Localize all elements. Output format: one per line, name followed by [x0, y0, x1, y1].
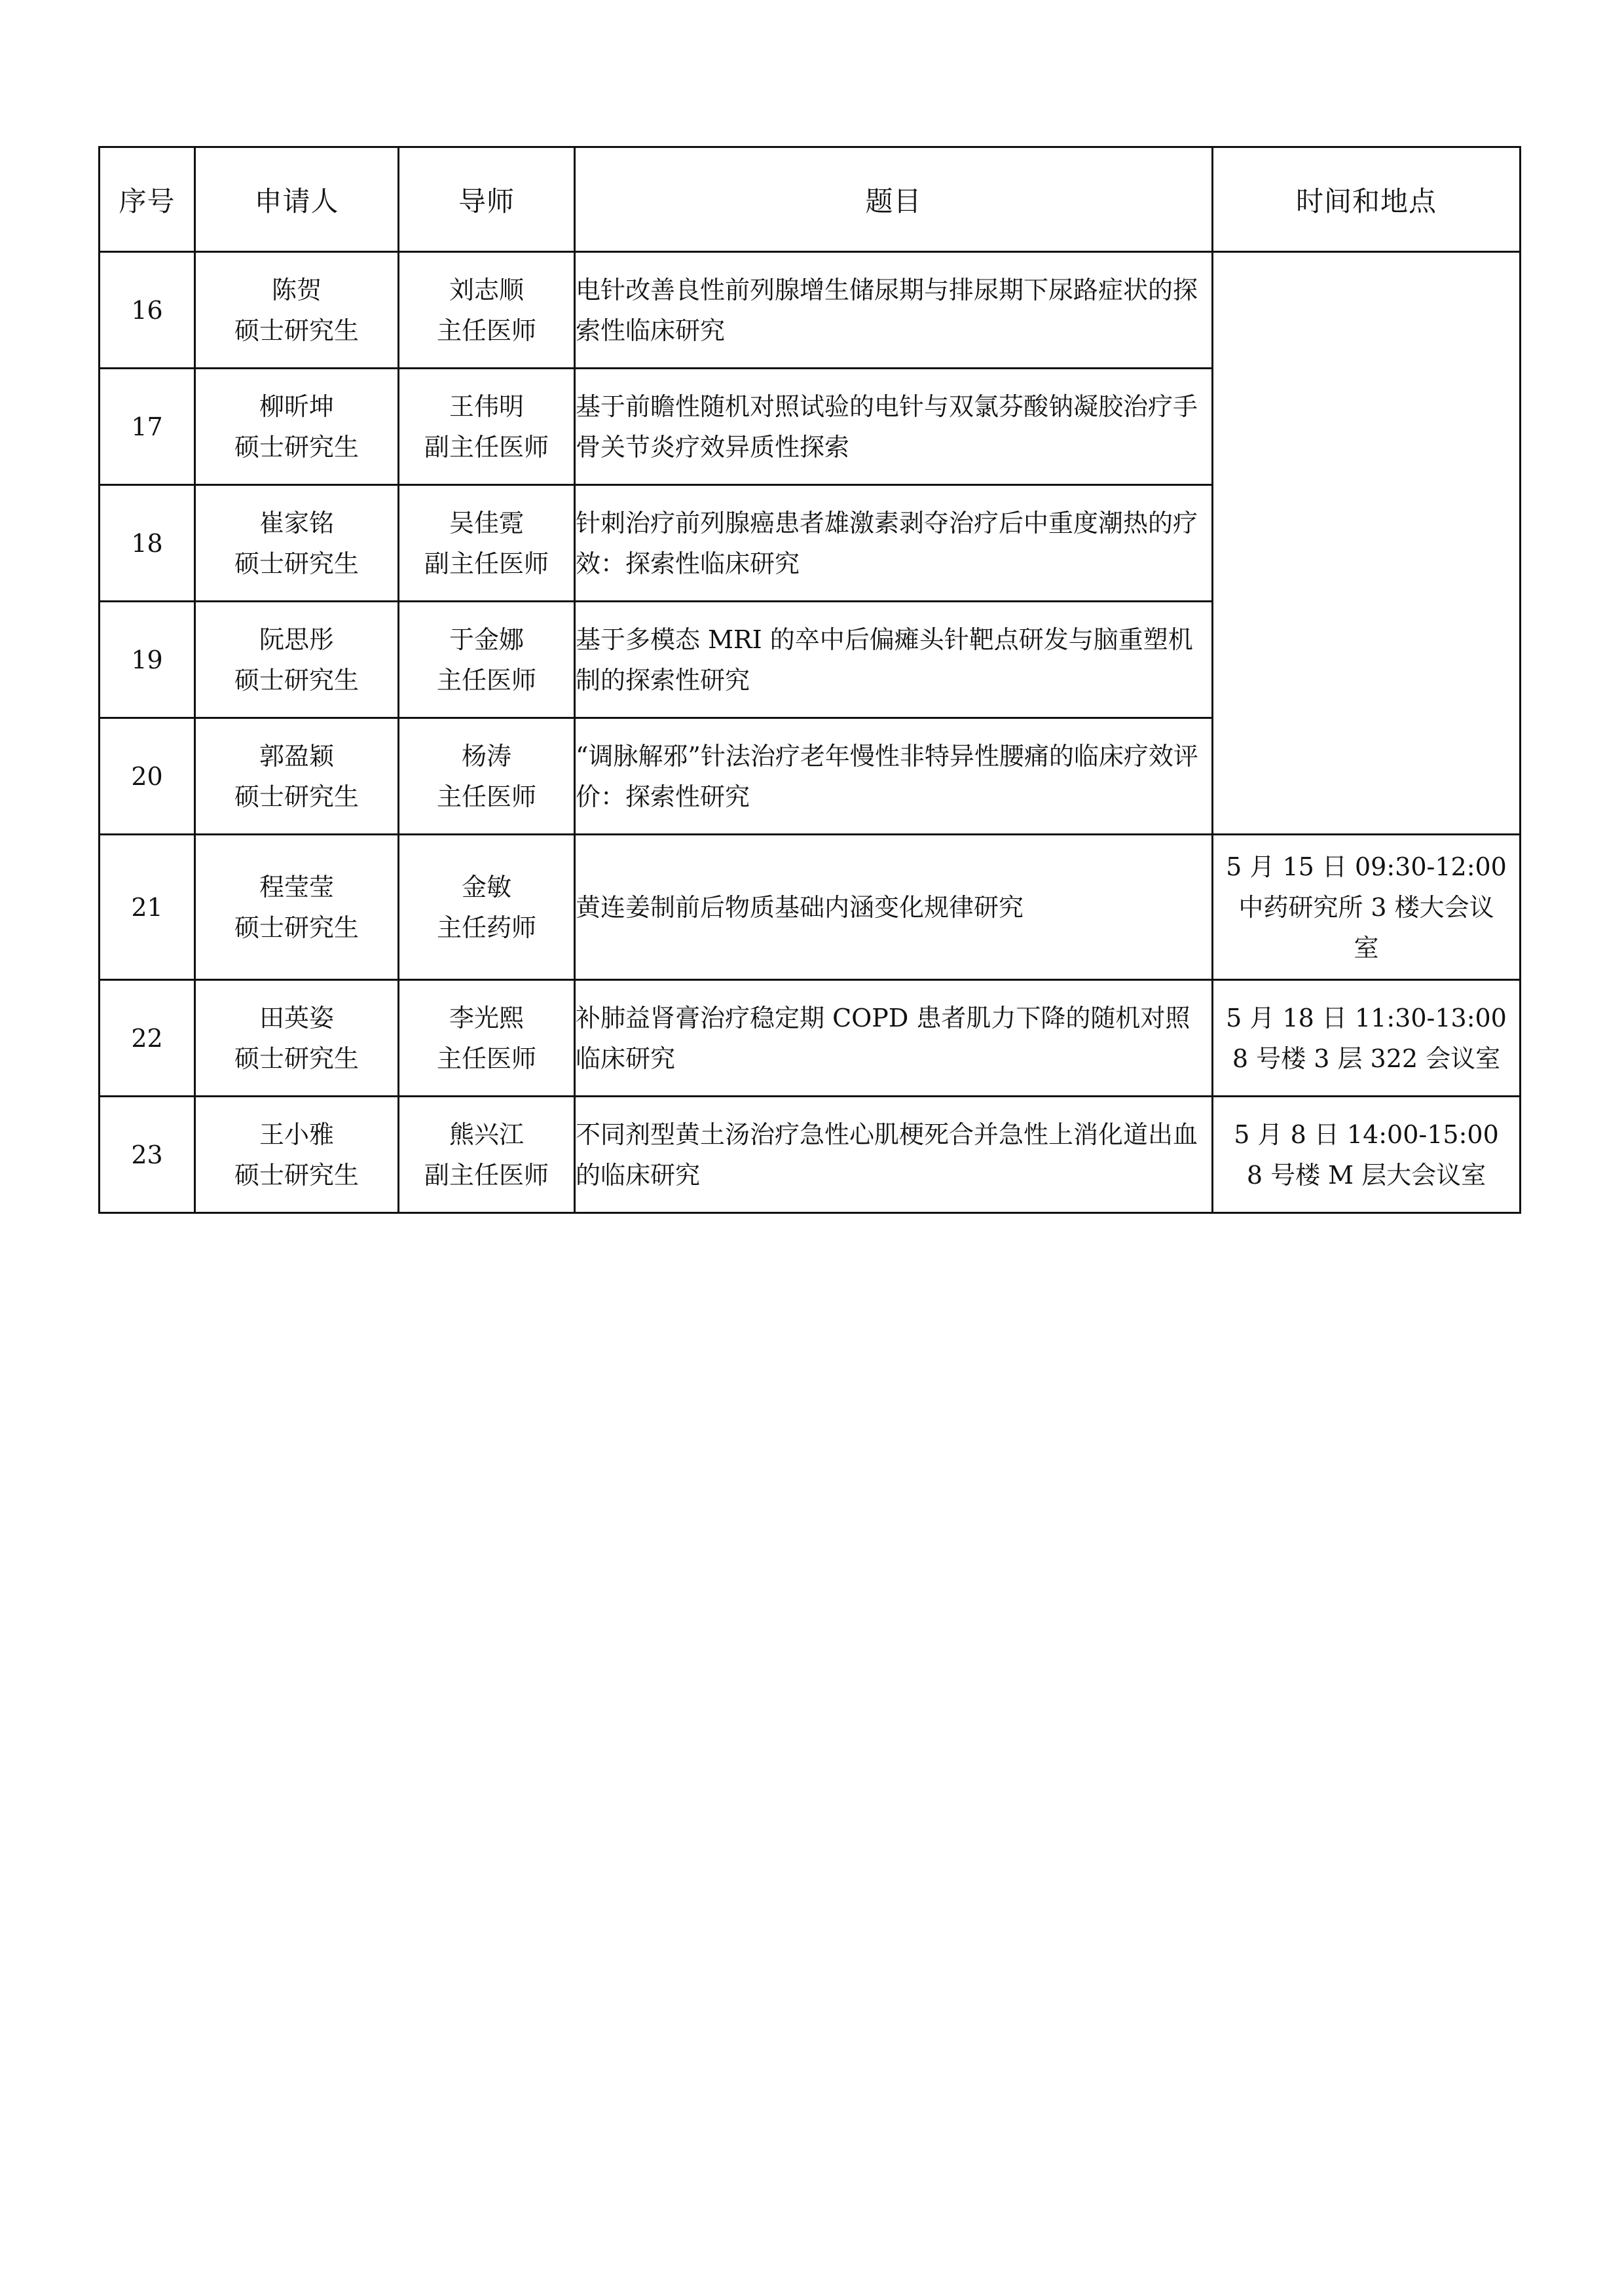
- applicant-name: 王小雅: [259, 1120, 334, 1149]
- applicant-cell: [195, 718, 399, 835]
- row-index: 22: [100, 980, 195, 1097]
- topic-cell: “调脉解邪”针法治疗老年慢性非特异性腰痛的临床疗效评价：探索性研究: [575, 718, 1213, 835]
- supervisor-title: 副主任医师: [424, 549, 549, 578]
- column-header-supervisor: 导师: [399, 147, 575, 252]
- supervisor-title: 主任医师: [436, 665, 536, 695]
- applicant-role: 硕士研究生: [234, 913, 359, 942]
- supervisor-name: 王伟明: [449, 392, 524, 421]
- time-place-line: 5 月 18 日 11:30-13:00: [1226, 1003, 1507, 1032]
- time-place-line: 8 号楼 3 层 322 会议室: [1232, 1044, 1501, 1073]
- applicant-role: 硕士研究生: [234, 549, 359, 578]
- supervisor-name: 杨涛: [461, 741, 511, 771]
- applicant-name: 阮思彤: [259, 625, 334, 654]
- applicant-name: 崔家铭: [259, 508, 334, 538]
- supervisor-name: 吴佳霓: [449, 508, 524, 538]
- topic-cell: 基于多模态 MRI 的卒中后偏瘫头针靶点研发与脑重塑机制的探索性研究: [575, 602, 1213, 718]
- supervisor-cell: [399, 369, 575, 485]
- table-row: [100, 980, 1521, 1097]
- applicant-cell: [195, 369, 399, 485]
- column-header-index: 序号: [100, 147, 195, 252]
- row-index: 23: [100, 1097, 195, 1213]
- topic-cell: 基于前瞻性随机对照试验的电针与双氯芬酸钠凝胶治疗手骨关节炎疗效异质性探索: [575, 369, 1213, 485]
- applicant-cell: [195, 980, 399, 1097]
- supervisor-name: 金敏: [461, 872, 511, 902]
- supervisor-name: 于金娜: [449, 625, 524, 654]
- supervisor-cell: [399, 602, 575, 718]
- applicant-cell: [195, 835, 399, 980]
- supervisor-title: 主任医师: [436, 1044, 536, 1073]
- time-place-line: 中药研究所 3 楼大会议: [1238, 892, 1494, 922]
- column-header-topic: 题目: [575, 147, 1213, 252]
- supervisor-cell: [399, 485, 575, 602]
- topic-cell: 补肺益肾膏治疗稳定期 COPD 患者肌力下降的随机对照临床研究: [575, 980, 1213, 1097]
- applicant-cell: [195, 1097, 399, 1213]
- supervisor-title: 副主任医师: [424, 1160, 549, 1190]
- supervisor-cell: [399, 980, 575, 1097]
- row-index: 17: [100, 369, 195, 485]
- time-place-cell: [1213, 980, 1521, 1097]
- topic-cell: 电针改善良性前列腺增生储尿期与排尿期下尿路症状的探索性临床研究: [575, 252, 1213, 369]
- applicant-cell: [195, 252, 399, 369]
- applicant-role: 硕士研究生: [234, 665, 359, 695]
- row-index: 16: [100, 252, 195, 369]
- row-index: 19: [100, 602, 195, 718]
- column-header-time-place: 时间和地点: [1213, 147, 1521, 252]
- defense-schedule-table: [98, 146, 1521, 1214]
- topic-cell: 黄连姜制前后物质基础内涵变化规律研究: [575, 835, 1213, 980]
- applicant-name: 郭盈颖: [259, 741, 334, 771]
- topic-cell: 针刺治疗前列腺癌患者雄激素剥夺治疗后中重度潮热的疗效：探索性临床研究: [575, 485, 1213, 602]
- row-index: 18: [100, 485, 195, 602]
- supervisor-name: 熊兴江: [449, 1120, 524, 1149]
- applicant-role: 硕士研究生: [234, 1044, 359, 1073]
- table-row: [100, 1097, 1521, 1213]
- applicant-cell: [195, 485, 399, 602]
- applicant-role: 硕士研究生: [234, 432, 359, 462]
- supervisor-title: 主任医师: [436, 316, 536, 345]
- supervisor-name: 刘志顺: [449, 275, 524, 304]
- applicant-name: 柳昕坤: [259, 392, 334, 421]
- supervisor-title: 副主任医师: [424, 432, 549, 462]
- supervisor-title: 主任药师: [436, 913, 536, 942]
- time-place-line: 8 号楼 M 层大会议室: [1246, 1160, 1486, 1190]
- supervisor-cell: [399, 1097, 575, 1213]
- row-index: 20: [100, 718, 195, 835]
- row-index: 21: [100, 835, 195, 980]
- supervisor-cell: [399, 835, 575, 980]
- time-place-line: 5 月 15 日 09:30-12:00: [1226, 852, 1507, 881]
- supervisor-cell: [399, 252, 575, 369]
- table-row: [100, 252, 1521, 369]
- time-place-cell: [1213, 1097, 1521, 1213]
- applicant-cell: [195, 602, 399, 718]
- applicant-role: 硕士研究生: [234, 1160, 359, 1190]
- time-place-cell-empty: [1213, 252, 1521, 835]
- supervisor-cell: [399, 718, 575, 835]
- table-row: [100, 835, 1521, 980]
- supervisor-title: 主任医师: [436, 782, 536, 811]
- supervisor-name: 李光熙: [449, 1003, 524, 1032]
- topic-cell: 不同剂型黄土汤治疗急性心肌梗死合并急性上消化道出血的临床研究: [575, 1097, 1213, 1213]
- applicant-name: 陈贺: [271, 275, 322, 304]
- time-place-line: 室: [1354, 933, 1379, 962]
- column-header-applicant: 申请人: [195, 147, 399, 252]
- applicant-role: 硕士研究生: [234, 782, 359, 811]
- time-place-cell: [1213, 835, 1521, 980]
- applicant-role: 硕士研究生: [234, 316, 359, 345]
- time-place-line: 5 月 8 日 14:00-15:00: [1234, 1120, 1499, 1149]
- applicant-name: 程莹莹: [259, 872, 334, 902]
- table-header-row: [100, 147, 1521, 252]
- applicant-name: 田英姿: [259, 1003, 334, 1032]
